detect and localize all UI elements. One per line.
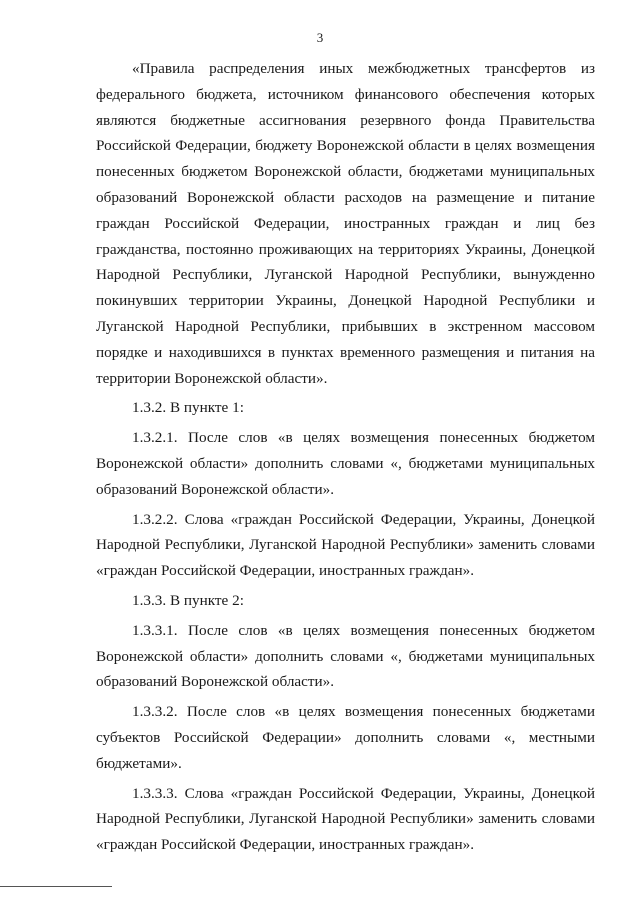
paragraph-1-3-3 [96,588,595,614]
text-line: понесенных бюджетом Воронежской области, бюджетами муниципальных [96,163,595,181]
text-line: «граждан Российской Федерации, иностранных граждан». [96,562,475,580]
text-line: федерального бюджета, источником финансового обеспечения которых [96,85,595,103]
paragraph-1-3-2 [96,395,595,421]
text-line: Воронежской области» дополнить словами «, бюджетами муниципальных [96,647,595,665]
paragraph-1-3-2-1 [96,425,595,502]
text-line: гражданства, постоянно проживающих на территориях Украины, Донецкой [96,240,595,258]
text-line: Российской Федерации, бюджету Воронежской области в целях возмещения [96,137,595,155]
text-line: бюджетами». [96,754,182,772]
paragraph-1-3-3-1 [96,618,595,695]
text-line: Народной Республики, Луганской Народной Республики» заменить словами [96,536,595,554]
text-line: 1.3.3.2. После слов «в целях возмещения понесенных бюджетами [132,703,595,721]
paragraph-1-3-3-2 [96,699,595,776]
paragraph-rules-title [96,56,595,391]
text-line: образований Воронежской области расходов на размещение и питание [96,188,595,206]
text-line: 1.3.3.3. Слова «граждан Российской Федерации, Украины, Донецкой [132,784,595,802]
text-line: Луганской Народной Республики, прибывших в экстренном массовом [96,317,595,335]
text-line: «Правила распределения иных межбюджетных трансфертов из [132,60,595,77]
text-line: граждан Российской Федерации, иностранных граждан и лиц без [96,214,595,232]
text-line: Народной Республики, Луганской Народной Республики» заменить словами [96,810,595,828]
text-line: 1.3.3.1. После слов «в целях возмещения понесенных бюджетом [132,621,595,639]
text-line: образований Воронежской области». [96,673,335,691]
text-line: территории Воронежской области». [96,369,328,387]
page-number: 3 [316,30,324,45]
text-line: субъектов Российской Федерации» дополнить словами «, местными [96,728,595,746]
text-line: покинувших территории Украины, Донецкой Народной Республики и [96,292,595,310]
paragraph-1-3-2-2 [96,507,595,584]
text-line: порядке и находившихся в пунктах временного размещения и питания на [96,343,595,361]
footer-divider [0,886,112,887]
text-line: образований Воронежской области». [96,480,335,498]
text-line: 1.3.2. В пункте 1: [132,399,244,417]
text-line: Народной Республики, Луганской Народной Республики, вынужденно [96,266,595,284]
text-line: 1.3.2.1. После слов «в целях возмещения понесенных бюджетом [132,429,595,447]
paragraph-1-3-3-3 [96,781,595,858]
document-body [96,56,595,862]
text-line: «граждан Российской Федерации, иностранных граждан». [96,836,475,854]
text-line: 1.3.2.2. Слова «граждан Российской Федерации, Украины, Донецкой [132,510,595,528]
text-line: 1.3.3. В пункте 2: [132,591,244,609]
text-line: Воронежской области» дополнить словами «, бюджетами муниципальных [96,454,595,472]
text-line: являются бюджетные ассигнования резервного фонда Правительства [96,111,595,129]
